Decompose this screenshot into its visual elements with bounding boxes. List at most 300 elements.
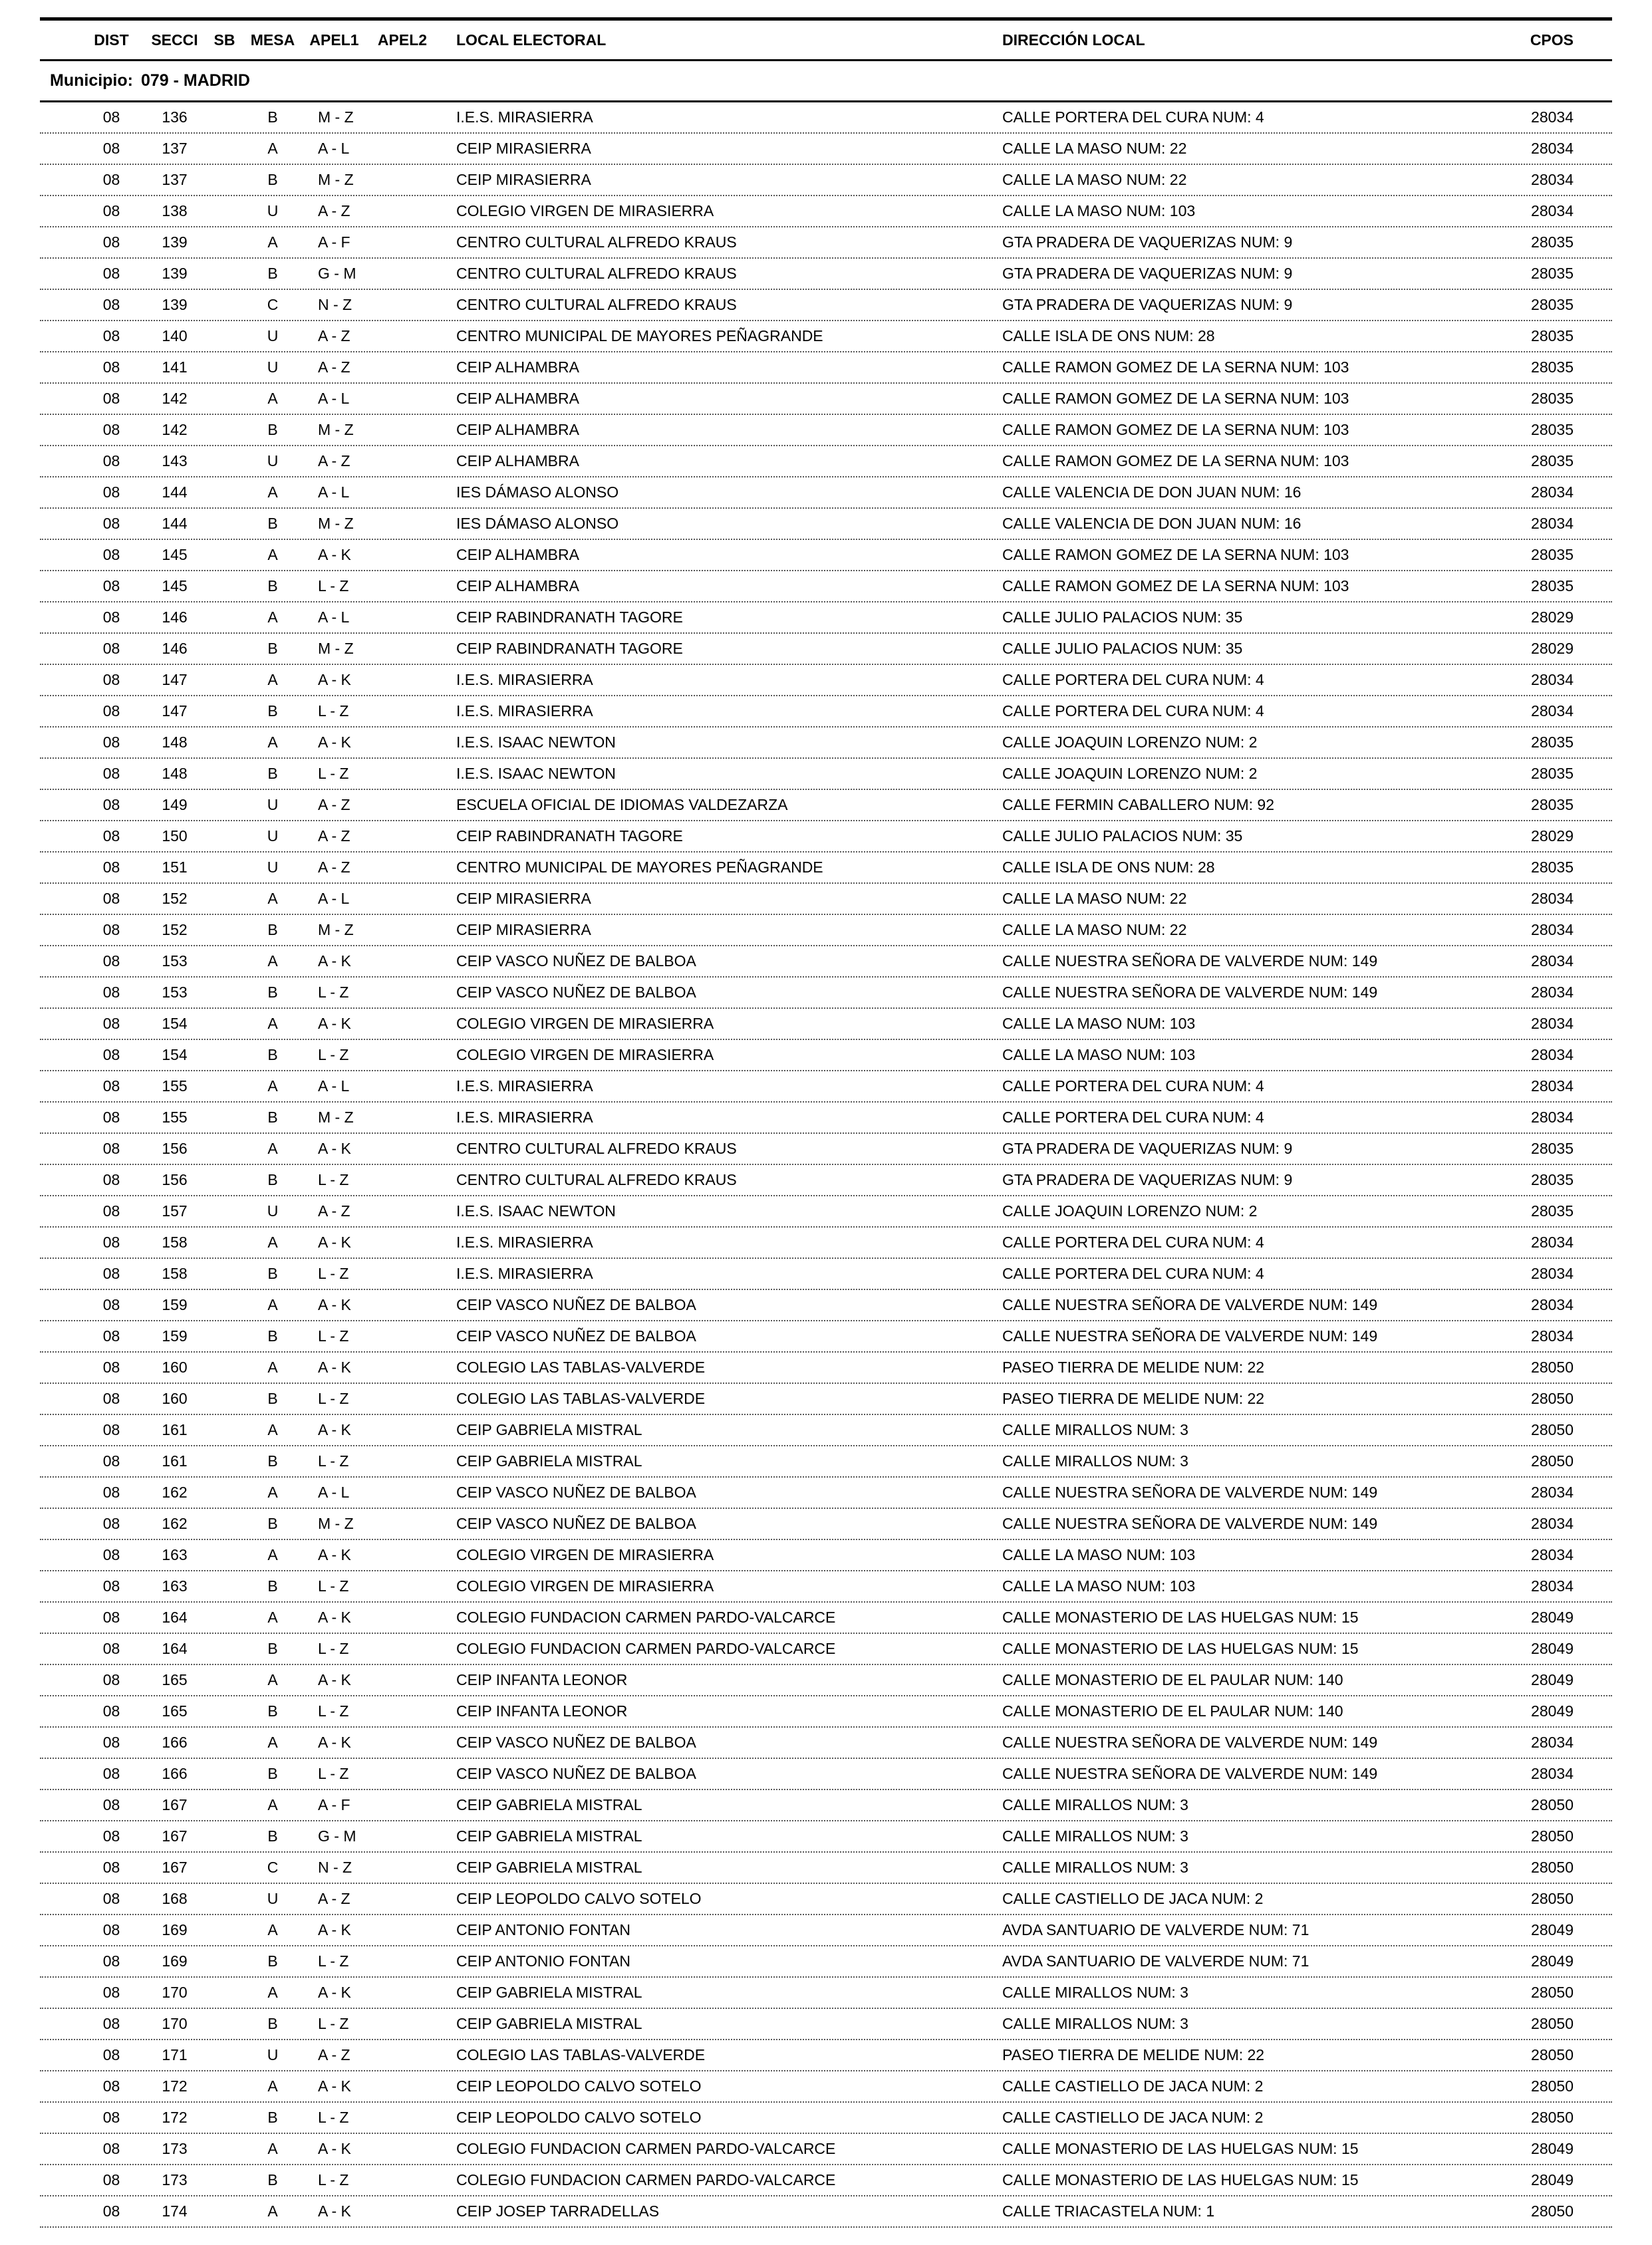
- cell-secci: 163: [162, 1546, 188, 1563]
- cell-cpos: 28029: [1531, 608, 1574, 626]
- cell-mesa: A: [267, 2202, 278, 2220]
- table-row: [40, 1446, 1612, 1478]
- cell-mesa: B: [267, 1265, 278, 1282]
- cell-mesa: B: [267, 2171, 278, 2188]
- cell-local: CEIP VASCO NUÑEZ DE BALBOA: [456, 1484, 696, 1501]
- table-row: [40, 102, 1612, 134]
- cell-apel: A - Z: [318, 827, 350, 845]
- cell-secci: 172: [162, 2109, 188, 2126]
- cell-mesa: B: [267, 421, 278, 438]
- cell-local: COLEGIO VIRGEN DE MIRASIERRA: [456, 1046, 714, 1063]
- cell-mesa: A: [267, 890, 278, 907]
- cell-apel: L - Z: [318, 577, 349, 594]
- cell-mesa: A: [267, 1234, 278, 1251]
- cell-dist: 08: [102, 327, 120, 344]
- cell-secci: 142: [162, 390, 188, 407]
- cell-dist: 08: [102, 796, 120, 813]
- table-row: [40, 915, 1612, 946]
- cell-direccion: CALLE PORTERA DEL CURA NUM: 4: [1002, 1234, 1264, 1251]
- cell-local: CEIP GABRIELA MISTRAL: [456, 1984, 642, 2001]
- cell-cpos: 28034: [1531, 1577, 1574, 1595]
- cell-direccion: CALLE FERMIN CABALLERO NUM: 92: [1002, 796, 1275, 813]
- cell-dist: 08: [102, 1265, 120, 1282]
- cell-direccion: CALLE PORTERA DEL CURA NUM: 4: [1002, 671, 1264, 688]
- cell-local: CEIP LEOPOLDO CALVO SOTELO: [456, 2077, 702, 2095]
- cell-local: CEIP ALHAMBRA: [456, 577, 579, 594]
- cell-apel: A - K: [318, 952, 351, 970]
- cell-apel: A - K: [318, 733, 351, 751]
- cell-dist: 08: [102, 1171, 120, 1188]
- cell-direccion: CALLE MONASTERIO DE LAS HUELGAS NUM: 15: [1002, 2171, 1359, 2188]
- cell-cpos: 28049: [1531, 1671, 1574, 1688]
- municipio-label: Municipio:: [50, 71, 133, 90]
- cell-apel: A - K: [318, 1984, 351, 2001]
- cell-mesa: U: [267, 2046, 279, 2063]
- cell-direccion: GTA PRADERA DE VAQUERIZAS NUM: 9: [1002, 233, 1293, 251]
- cell-mesa: B: [267, 1046, 278, 1063]
- table-row: [40, 165, 1612, 196]
- cell-apel: N - Z: [318, 1859, 352, 1876]
- cell-mesa: B: [267, 2109, 278, 2126]
- cell-local: COLEGIO FUNDACION CARMEN PARDO-VALCARCE: [456, 2140, 836, 2157]
- cell-mesa: A: [267, 1546, 278, 1563]
- cell-local: IES DÁMASO ALONSO: [456, 515, 619, 532]
- cell-cpos: 28034: [1531, 1484, 1574, 1501]
- municipio-value: 079 - MADRID: [140, 71, 250, 90]
- cell-apel: A - K: [318, 1921, 351, 1938]
- cell-cpos: 28035: [1531, 296, 1574, 313]
- cell-mesa: U: [267, 202, 279, 219]
- cell-apel: L - Z: [318, 984, 349, 1001]
- cell-mesa: C: [267, 296, 279, 313]
- cell-mesa: A: [267, 733, 278, 751]
- cell-secci: 148: [162, 733, 188, 751]
- cell-mesa: A: [267, 390, 278, 407]
- table-row: [40, 571, 1612, 602]
- cell-local: COLEGIO VIRGEN DE MIRASIERRA: [456, 202, 714, 219]
- cell-cpos: 28049: [1531, 1609, 1574, 1626]
- cell-local: COLEGIO FUNDACION CARMEN PARDO-VALCARCE: [456, 2171, 836, 2188]
- cell-dist: 08: [102, 1671, 120, 1688]
- cell-cpos: 28035: [1531, 327, 1574, 344]
- cell-cpos: 28035: [1531, 265, 1574, 282]
- table-row: [40, 1321, 1612, 1353]
- cell-cpos: 28034: [1531, 1077, 1574, 1095]
- cell-mesa: B: [267, 1109, 278, 1126]
- cell-dist: 08: [102, 1109, 120, 1126]
- cell-apel: A - K: [318, 1359, 351, 1376]
- cell-direccion: CALLE RAMON GOMEZ DE LA SERNA NUM: 103: [1002, 390, 1349, 407]
- cell-direccion: CALLE JOAQUIN LORENZO NUM: 2: [1002, 765, 1258, 782]
- cell-local: I.E.S. MIRASIERRA: [456, 1234, 593, 1251]
- cell-direccion: CALLE PORTERA DEL CURA NUM: 4: [1002, 108, 1264, 126]
- cell-apel: A - K: [318, 1015, 351, 1032]
- cell-direccion: CALLE NUESTRA SEÑORA DE VALVERDE NUM: 149: [1002, 1515, 1378, 1532]
- cell-cpos: 28050: [1531, 1421, 1574, 1438]
- cell-apel: N - Z: [318, 296, 352, 313]
- cell-local: CEIP ANTONIO FONTAN: [456, 1952, 630, 1970]
- cell-local: CENTRO MUNICIPAL DE MAYORES PEÑAGRANDE: [456, 858, 823, 876]
- cell-direccion: CALLE PORTERA DEL CURA NUM: 4: [1002, 702, 1264, 720]
- cell-dist: 08: [102, 1234, 120, 1251]
- table-row: [40, 1884, 1612, 1915]
- cell-local: I.E.S. MIRASIERRA: [456, 1077, 593, 1095]
- table-row: [40, 1478, 1612, 1509]
- cell-secci: 158: [162, 1234, 188, 1251]
- cell-secci: 143: [162, 452, 188, 469]
- cell-mesa: A: [267, 1671, 278, 1688]
- cell-local: COLEGIO VIRGEN DE MIRASIERRA: [456, 1015, 714, 1032]
- cell-direccion: CALLE MONASTERIO DE LAS HUELGAS NUM: 15: [1002, 1609, 1359, 1626]
- cell-apel: L - Z: [318, 1171, 349, 1188]
- cell-mesa: A: [267, 140, 278, 157]
- cell-secci: 146: [162, 608, 188, 626]
- cell-dist: 08: [102, 1452, 120, 1470]
- cell-direccion: CALLE NUESTRA SEÑORA DE VALVERDE NUM: 149: [1002, 984, 1378, 1001]
- cell-secci: 166: [162, 1765, 188, 1782]
- cell-cpos: 28049: [1531, 1952, 1574, 1970]
- table-row: [40, 2196, 1612, 2228]
- cell-apel: A - Z: [318, 858, 350, 876]
- cell-dist: 08: [102, 1609, 120, 1626]
- cell-secci: 153: [162, 984, 188, 1001]
- cell-cpos: 28050: [1531, 1452, 1574, 1470]
- cell-direccion: CALLE LA MASO NUM: 22: [1002, 140, 1187, 157]
- table-row: [40, 540, 1612, 571]
- cell-cpos: 28035: [1531, 1140, 1574, 1157]
- cell-direccion: CALLE CASTIELLO DE JACA NUM: 2: [1002, 2077, 1264, 2095]
- table-row: [40, 1978, 1612, 2009]
- table-row: [40, 1821, 1612, 1853]
- cell-mesa: B: [267, 1765, 278, 1782]
- cell-local: CEIP VASCO NUÑEZ DE BALBOA: [456, 984, 696, 1001]
- cell-apel: L - Z: [318, 702, 349, 720]
- table-row: [40, 1915, 1612, 1946]
- cell-direccion: CALLE MIRALLOS NUM: 3: [1002, 1452, 1188, 1470]
- cell-direccion: CALLE RAMON GOMEZ DE LA SERNA NUM: 103: [1002, 577, 1349, 594]
- cell-direccion: CALLE MIRALLOS NUM: 3: [1002, 1827, 1188, 1845]
- cell-cpos: 28034: [1531, 1296, 1574, 1313]
- cell-local: CEIP MIRASIERRA: [456, 890, 591, 907]
- cell-dist: 08: [102, 265, 120, 282]
- cell-mesa: B: [267, 1827, 278, 1845]
- cell-dist: 08: [102, 1765, 120, 1782]
- cell-dist: 08: [102, 640, 120, 657]
- cell-mesa: U: [267, 827, 279, 845]
- cell-local: CEIP VASCO NUÑEZ DE BALBOA: [456, 1296, 696, 1313]
- cell-cpos: 28035: [1531, 796, 1574, 813]
- cell-apel: A - K: [318, 1734, 351, 1751]
- cell-cpos: 28034: [1531, 702, 1574, 720]
- cell-local: CEIP GABRIELA MISTRAL: [456, 2015, 642, 2032]
- cell-direccion: CALLE ISLA DE ONS NUM: 28: [1002, 858, 1215, 876]
- cell-mesa: U: [267, 1202, 279, 1220]
- cell-cpos: 28035: [1531, 452, 1574, 469]
- cell-direccion: PASEO TIERRA DE MELIDE NUM: 22: [1002, 1359, 1265, 1376]
- cell-dist: 08: [102, 2140, 120, 2157]
- cell-mesa: A: [267, 1484, 278, 1501]
- cell-secci: 167: [162, 1827, 188, 1845]
- cell-apel: A - K: [318, 1609, 351, 1626]
- cell-local: CEIP VASCO NUÑEZ DE BALBOA: [456, 1515, 696, 1532]
- cell-mesa: B: [267, 702, 278, 720]
- cell-apel: L - Z: [318, 1765, 349, 1782]
- cell-dist: 08: [102, 546, 120, 563]
- cell-cpos: 28050: [1531, 2202, 1574, 2220]
- cell-direccion: CALLE LA MASO NUM: 22: [1002, 171, 1187, 188]
- cell-cpos: 28034: [1531, 952, 1574, 970]
- cell-secci: 136: [162, 108, 188, 126]
- cell-dist: 08: [102, 515, 120, 532]
- cell-direccion: PASEO TIERRA DE MELIDE NUM: 22: [1002, 2046, 1265, 2063]
- cell-dist: 08: [102, 733, 120, 751]
- cell-mesa: A: [267, 671, 278, 688]
- cell-secci: 150: [162, 827, 188, 845]
- cell-direccion: CALLE LA MASO NUM: 103: [1002, 1577, 1196, 1595]
- cell-local: ESCUELA OFICIAL DE IDIOMAS VALDEZARZA: [456, 796, 788, 813]
- cell-dist: 08: [102, 1952, 120, 1970]
- cell-mesa: A: [267, 1609, 278, 1626]
- cell-local: CEIP LEOPOLDO CALVO SOTELO: [456, 2109, 702, 2126]
- cell-secci: 140: [162, 327, 188, 344]
- table-row: [40, 1290, 1612, 1321]
- cell-cpos: 28034: [1531, 108, 1574, 126]
- header-cell-local: LOCAL ELECTORAL: [456, 31, 607, 49]
- cell-mesa: B: [267, 765, 278, 782]
- cell-direccion: CALLE NUESTRA SEÑORA DE VALVERDE NUM: 149: [1002, 1734, 1378, 1751]
- cell-direccion: CALLE NUESTRA SEÑORA DE VALVERDE NUM: 149: [1002, 952, 1378, 970]
- table-row: [40, 384, 1612, 415]
- cell-apel: M - Z: [318, 171, 354, 188]
- cell-local: CEIP ALHAMBRA: [456, 390, 579, 407]
- cell-dist: 08: [102, 452, 120, 469]
- cell-apel: A - F: [318, 1796, 350, 1813]
- cell-mesa: A: [267, 1140, 278, 1157]
- cell-local: CEIP ALHAMBRA: [456, 421, 579, 438]
- table-body: [40, 102, 1612, 2228]
- cell-dist: 08: [102, 1546, 120, 1563]
- cell-local: CEIP MIRASIERRA: [456, 140, 591, 157]
- table-row: [40, 1790, 1612, 1821]
- cell-dist: 08: [102, 608, 120, 626]
- cell-cpos: 28034: [1531, 890, 1574, 907]
- cell-apel: L - Z: [318, 2171, 349, 2188]
- table-row: [40, 1415, 1612, 1446]
- cell-mesa: U: [267, 327, 279, 344]
- cell-mesa: C: [267, 1859, 279, 1876]
- table-row: [40, 446, 1612, 477]
- cell-cpos: 28035: [1531, 546, 1574, 563]
- table-row: [40, 259, 1612, 290]
- cell-cpos: 28034: [1531, 1015, 1574, 1032]
- cell-cpos: 28034: [1531, 1546, 1574, 1563]
- cell-apel: A - K: [318, 546, 351, 563]
- cell-direccion: CALLE MONASTERIO DE LAS HUELGAS NUM: 15: [1002, 2140, 1359, 2157]
- cell-secci: 169: [162, 1952, 188, 1970]
- table-row: [40, 1946, 1612, 1978]
- cell-cpos: 28035: [1531, 390, 1574, 407]
- cell-secci: 164: [162, 1640, 188, 1657]
- cell-cpos: 28034: [1531, 1515, 1574, 1532]
- cell-local: CEIP VASCO NUÑEZ DE BALBOA: [456, 1765, 696, 1782]
- cell-mesa: U: [267, 1890, 279, 1907]
- cell-direccion: GTA PRADERA DE VAQUERIZAS NUM: 9: [1002, 265, 1293, 282]
- cell-apel: L - Z: [318, 1390, 349, 1407]
- cell-mesa: A: [267, 1984, 278, 2001]
- cell-apel: M - Z: [318, 108, 354, 126]
- cell-apel: A - Z: [318, 796, 350, 813]
- cell-secci: 167: [162, 1796, 188, 1813]
- cell-cpos: 28034: [1531, 1327, 1574, 1345]
- cell-cpos: 28035: [1531, 765, 1574, 782]
- cell-secci: 147: [162, 671, 188, 688]
- cell-local: CEIP GABRIELA MISTRAL: [456, 1452, 642, 1470]
- cell-cpos: 28035: [1531, 733, 1574, 751]
- header-cell-mesa: MESA: [250, 31, 295, 49]
- cell-local: CEIP GABRIELA MISTRAL: [456, 1421, 642, 1438]
- table-row: [40, 477, 1612, 509]
- cell-dist: 08: [102, 2077, 120, 2095]
- cell-dist: 08: [102, 171, 120, 188]
- cell-mesa: A: [267, 608, 278, 626]
- cell-cpos: 28050: [1531, 1390, 1574, 1407]
- cell-direccion: CALLE RAMON GOMEZ DE LA SERNA NUM: 103: [1002, 546, 1349, 563]
- cell-direccion: GTA PRADERA DE VAQUERIZAS NUM: 9: [1002, 1140, 1293, 1157]
- cell-secci: 168: [162, 1890, 188, 1907]
- cell-local: CENTRO CULTURAL ALFREDO KRAUS: [456, 233, 737, 251]
- cell-mesa: A: [267, 2140, 278, 2157]
- cell-direccion: CALLE LA MASO NUM: 103: [1002, 202, 1196, 219]
- cell-dist: 08: [102, 2171, 120, 2188]
- table-row: [40, 821, 1612, 853]
- cell-dist: 08: [102, 2202, 120, 2220]
- cell-local: CEIP INFANTA LEONOR: [456, 1671, 628, 1688]
- table-row: [40, 1165, 1612, 1196]
- cell-secci: 152: [162, 921, 188, 938]
- cell-apel: A - Z: [318, 1202, 350, 1220]
- cell-apel: A - K: [318, 2140, 351, 2157]
- cell-mesa: A: [267, 1077, 278, 1095]
- cell-dist: 08: [102, 890, 120, 907]
- cell-direccion: CALLE VALENCIA DE DON JUAN NUM: 16: [1002, 515, 1302, 532]
- cell-mesa: A: [267, 1921, 278, 1938]
- table-row: [40, 602, 1612, 634]
- cell-apel: A - K: [318, 1546, 351, 1563]
- cell-apel: L - Z: [318, 1265, 349, 1282]
- cell-local: COLEGIO LAS TABLAS-VALVERDE: [456, 2046, 706, 2063]
- cell-cpos: 28034: [1531, 984, 1574, 1001]
- cell-dist: 08: [102, 1921, 120, 1938]
- table-row: [40, 1228, 1612, 1259]
- cell-direccion: GTA PRADERA DE VAQUERIZAS NUM: 9: [1002, 1171, 1293, 1188]
- cell-direccion: CALLE NUESTRA SEÑORA DE VALVERDE NUM: 149: [1002, 1327, 1378, 1345]
- cell-secci: 173: [162, 2140, 188, 2157]
- cell-apel: M - Z: [318, 640, 354, 657]
- table-row: [40, 1540, 1612, 1571]
- cell-direccion: AVDA SANTUARIO DE VALVERDE NUM: 71: [1002, 1952, 1309, 1970]
- table-row: [40, 759, 1612, 790]
- cell-secci: 163: [162, 1577, 188, 1595]
- table-row: [40, 1571, 1612, 1603]
- cell-direccion: CALLE PORTERA DEL CURA NUM: 4: [1002, 1077, 1264, 1095]
- cell-direccion: CALLE RAMON GOMEZ DE LA SERNA NUM: 103: [1002, 421, 1349, 438]
- cell-direccion: CALLE RAMON GOMEZ DE LA SERNA NUM: 103: [1002, 452, 1349, 469]
- cell-mesa: B: [267, 640, 278, 657]
- cell-cpos: 28034: [1531, 921, 1574, 938]
- cell-cpos: 28034: [1531, 1265, 1574, 1282]
- cell-cpos: 28049: [1531, 2140, 1574, 2157]
- cell-apel: A - Z: [318, 202, 350, 219]
- cell-direccion: CALLE JULIO PALACIOS NUM: 35: [1002, 608, 1243, 626]
- cell-local: COLEGIO FUNDACION CARMEN PARDO-VALCARCE: [456, 1609, 836, 1626]
- cell-cpos: 28049: [1531, 1702, 1574, 1720]
- cell-direccion: CALLE LA MASO NUM: 103: [1002, 1046, 1196, 1063]
- cell-secci: 148: [162, 765, 188, 782]
- cell-local: CEIP VASCO NUÑEZ DE BALBOA: [456, 1327, 696, 1345]
- cell-secci: 142: [162, 421, 188, 438]
- cell-dist: 08: [102, 233, 120, 251]
- cell-cpos: 28050: [1531, 1890, 1574, 1907]
- cell-secci: 151: [162, 858, 188, 876]
- table-row: [40, 509, 1612, 540]
- cell-mesa: A: [267, 1015, 278, 1032]
- cell-dist: 08: [102, 202, 120, 219]
- cell-direccion: CALLE JULIO PALACIOS NUM: 35: [1002, 640, 1243, 657]
- cell-local: I.E.S. MIRASIERRA: [456, 108, 593, 126]
- cell-secci: 160: [162, 1359, 188, 1376]
- cell-secci: 159: [162, 1296, 188, 1313]
- cell-apel: M - Z: [318, 515, 354, 532]
- cell-dist: 08: [102, 108, 120, 126]
- cell-direccion: CALLE NUESTRA SEÑORA DE VALVERDE NUM: 149: [1002, 1296, 1378, 1313]
- table-row: [40, 1384, 1612, 1415]
- table-row: [40, 227, 1612, 259]
- cell-secci: 171: [162, 2046, 188, 2063]
- cell-apel: G - M: [318, 265, 356, 282]
- table-header-row: [40, 17, 1612, 61]
- cell-cpos: 28035: [1531, 358, 1574, 376]
- cell-dist: 08: [102, 1077, 120, 1095]
- cell-secci: 174: [162, 2202, 188, 2220]
- cell-direccion: CALLE MONASTERIO DE EL PAULAR NUM: 140: [1002, 1671, 1343, 1688]
- cell-cpos: 28050: [1531, 2046, 1574, 2063]
- cell-direccion: CALLE JULIO PALACIOS NUM: 35: [1002, 827, 1243, 845]
- cell-dist: 08: [102, 1702, 120, 1720]
- cell-direccion: CALLE RAMON GOMEZ DE LA SERNA NUM: 103: [1002, 358, 1349, 376]
- cell-local: IES DÁMASO ALONSO: [456, 483, 619, 501]
- cell-apel: M - Z: [318, 1515, 354, 1532]
- cell-cpos: 28050: [1531, 2015, 1574, 2032]
- cell-secci: 173: [162, 2171, 188, 2188]
- cell-apel: A - L: [318, 1077, 350, 1095]
- header-cell-apel1: APEL1: [309, 31, 359, 49]
- cell-apel: L - Z: [318, 1046, 349, 1063]
- cell-mesa: B: [267, 265, 278, 282]
- cell-apel: M - Z: [318, 421, 354, 438]
- cell-mesa: B: [267, 1327, 278, 1345]
- cell-apel: A - L: [318, 483, 350, 501]
- cell-cpos: 28034: [1531, 483, 1574, 501]
- cell-local: I.E.S. MIRASIERRA: [456, 702, 593, 720]
- cell-local: CEIP ALHAMBRA: [456, 546, 579, 563]
- cell-dist: 08: [102, 577, 120, 594]
- cell-secci: 164: [162, 1609, 188, 1626]
- cell-apel: A - Z: [318, 452, 350, 469]
- cell-local: CEIP JOSEP TARRADELLAS: [456, 2202, 660, 2220]
- municipio-row: [40, 61, 1612, 102]
- cell-cpos: 28050: [1531, 1984, 1574, 2001]
- cell-apel: L - Z: [318, 1702, 349, 1720]
